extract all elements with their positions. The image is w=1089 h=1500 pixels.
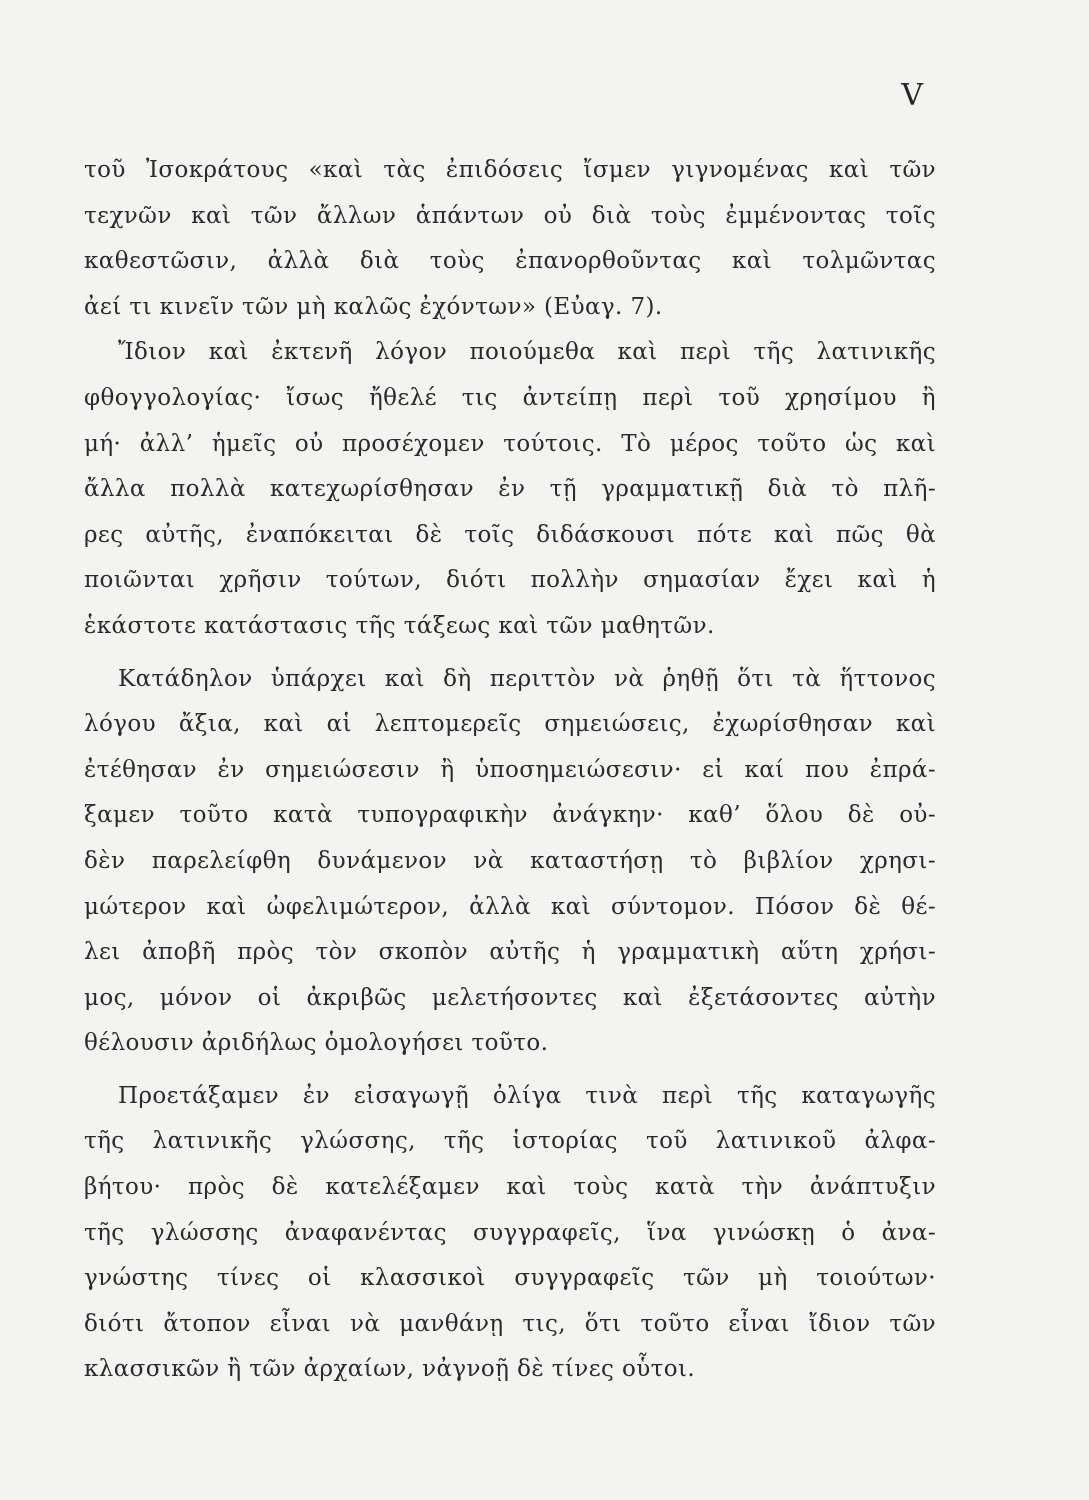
text-line: τοῦ Ἰσοκράτους «καὶ τὰς ἐπιδόσεις ἴσμεν γιγνομένας καὶ τῶν xyxy=(84,157,936,183)
paragraph-2 xyxy=(84,330,936,649)
text-line: μώτερον καὶ ὠφελιμώτερον, ἀλλὰ καὶ σύντομον. Πόσον δὲ θέ- xyxy=(84,893,936,920)
text-line: λει ἀποβῆ πρὸς τὸν σκοπὸν αὐτῆς ἡ γραμματικὴ αὕτη χρήσι- xyxy=(84,939,936,966)
text-line: ἀεί τι κινεῖν τῶν μὴ καλῶς ἐχόντων» (Εὐαγ. 7). xyxy=(84,293,663,320)
text-line: γνώστης τίνες οἱ κλασσικοὶ συγγραφεῖς τῶν μὴ τοιούτων· xyxy=(84,1265,936,1292)
text-line: Κατάδηλον ὑπάρχει καὶ δὴ περιττὸν νὰ ῥηθῇ ὅτι τὰ ἥττονος xyxy=(118,665,936,692)
text-line: ξαμεν τοῦτο κατὰ τυπογραφικὴν ἀνάγκην· καθ’ ὅλου δὲ οὐ- xyxy=(84,802,936,829)
paragraph-4 xyxy=(84,1074,936,1393)
text-line: ποιῶνται χρῆσιν τούτων, διότι πολλὴν σημασίαν ἔχει καὶ ἡ xyxy=(84,567,936,594)
paragraph-gap xyxy=(84,1067,936,1074)
paragraph-gap xyxy=(84,650,936,657)
text-line: βήτου· πρὸς δὲ κατελέξαμεν καὶ τοὺς κατὰ τὴν ἀνάπτυξιν xyxy=(84,1174,936,1201)
body-text xyxy=(84,148,936,1393)
paragraph-3 xyxy=(84,657,936,1067)
text-line: μος, μόνον οἱ ἀκριβῶς μελετήσοντες καὶ ἐξετάσοντες αὐτὴν xyxy=(84,984,936,1011)
text-line: λόγου ἄξια, καὶ αἱ λεπτομερεῖς σημειώσεις, ἐχωρίσθησαν καὶ xyxy=(84,711,936,738)
text-line: μή· ἀλλ’ ἡμεῖς οὐ προσέχομεν τούτοις. Τὸ μέρος τοῦτο ὡς καὶ xyxy=(84,430,936,457)
text-line: καθεστῶσιν, ἀλλὰ διὰ τοὺς ἐπανορθοῦντας καὶ τολμῶντας xyxy=(84,248,936,275)
text-line: ἄλλα πολλὰ κατεχωρίσθησαν ἐν τῇ γραμματικῇ διὰ τὸ πλῆ- xyxy=(84,476,936,503)
paragraph-1 xyxy=(84,148,936,330)
page-number: V xyxy=(901,78,923,113)
text-line: τῆς γλώσσης ἀναφανέντας συγγραφεῖς, ἵνα γινώσκῃ ὁ ἀνα- xyxy=(84,1219,936,1246)
text-line: ἑκάστοτε κατάστασις τῆς τάξεως καὶ τῶν μαθητῶν. xyxy=(84,612,715,639)
text-line: θέλουσιν ἀριδήλως ὁμολογήσει τοῦτο. xyxy=(84,1030,549,1057)
text-line: διότι ἄτοπον εἶναι νὰ μανθάνῃ τις, ὅτι τοῦτο εἶναι ἴδιον τῶν xyxy=(84,1310,936,1337)
text-line: ἐτέθησαν ἐν σημειώσεσιν ἢ ὑποσημειώσεσιν· εἰ καί που ἐπρά- xyxy=(84,756,936,783)
text-line: δὲν παρελείφθη δυνάμενον νὰ καταστήσῃ τὸ βιβλίον χρησι- xyxy=(84,847,936,874)
text-line: Προετάξαμεν ἐν εἰσαγωγῇ ὀλίγα τινὰ περὶ τῆς καταγωγῆς xyxy=(118,1082,936,1109)
text-line: φθογγολογίας· ἴσως ἤθελέ τις ἀντείπῃ περὶ τοῦ χρησίμου ἢ xyxy=(84,384,936,411)
text-line: τῆς λατινικῆς γλώσσης, τῆς ἱστορίας τοῦ λατινικοῦ ἀλφα- xyxy=(84,1128,936,1155)
text-line: τεχνῶν καὶ τῶν ἄλλων ἁπάντων οὐ διὰ τοὺς ἐμμένοντας τοῖς xyxy=(84,202,936,229)
text-line: κλασσικῶν ἢ τῶν ἀρχαίων, νἀγνοῇ δὲ τίνες οὗτοι. xyxy=(84,1356,696,1383)
text-line: Ἴδιον καὶ ἐκτενῆ λόγον ποιούμεθα καὶ περὶ τῆς λατινικῆς xyxy=(118,339,936,366)
text-line: ρες αὐτῆς, ἐναπόκειται δὲ τοῖς διδάσκουσι πότε καὶ πῶς θὰ xyxy=(84,521,936,548)
